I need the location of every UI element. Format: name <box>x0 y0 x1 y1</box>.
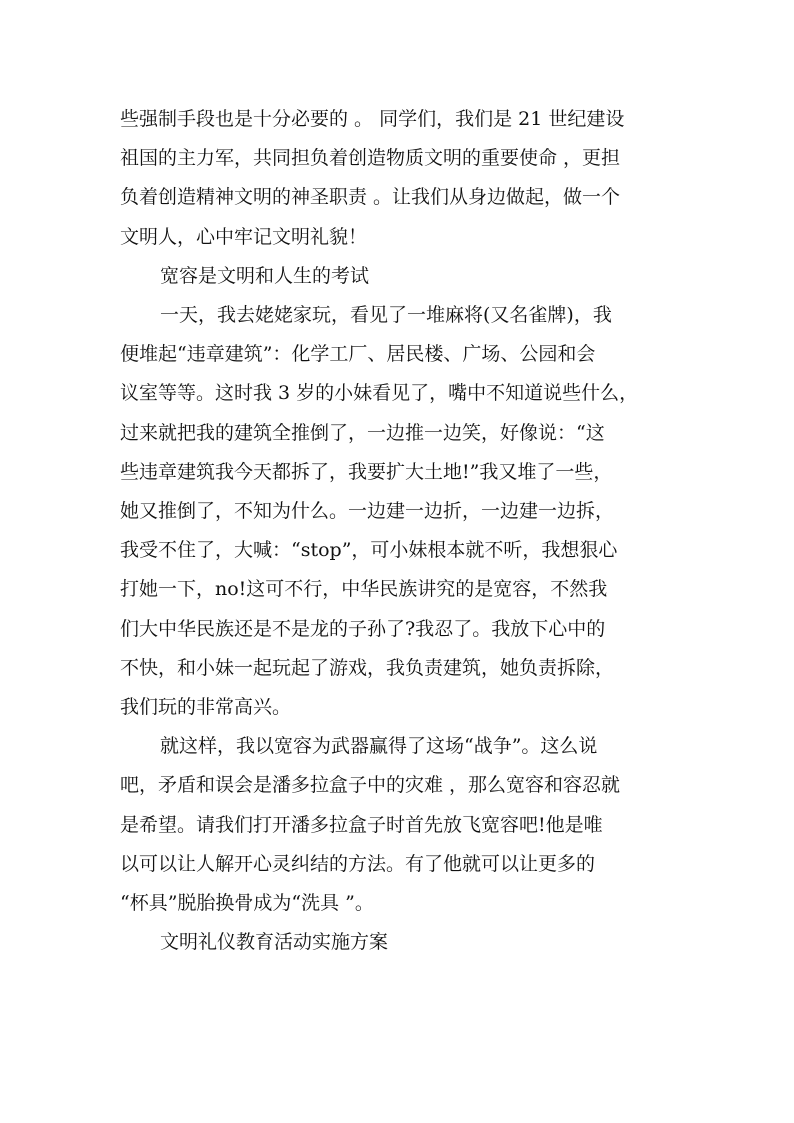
paragraph-mahjong-story <box>120 296 676 727</box>
text-line: 负着创造精神文明的神圣职责 。让我们从身边做起，做一个 <box>120 186 621 209</box>
text-line: “杯具”脱胎换骨成为“洗具 ”。 <box>120 892 374 915</box>
text-line: 我受不住了，大喊：“stop”，可小妹根本就不听，我想狠心 <box>120 539 618 562</box>
heading-line: 宽容是文明和人生的考试 <box>160 264 370 287</box>
section-heading-tolerance <box>120 257 676 296</box>
text-line: 吧，矛盾和误会是潘多拉盒子中的灾难 ，那么宽容和容忍就 <box>120 774 621 797</box>
text-line: 议室等等。这时我 3 岁的小妹看见了，嘴中不知道说些什么， <box>120 382 639 405</box>
section-heading-etiquette-plan <box>120 923 676 962</box>
text-line: 一天，我去姥姥家玩，看见了一堆麻将(又名雀牌)，我 <box>160 304 612 327</box>
paragraph-closing-appeal <box>120 100 676 257</box>
text-line: 文明人，心中牢记文明礼貌！ <box>120 225 368 248</box>
text-line: 以可以让人解开心灵纠结的方法。有了他就可以让更多的 <box>120 852 596 875</box>
text-line: 打她一下，no!这可不行，中华民族讲究的是宽容，不然我 <box>120 578 608 601</box>
text-line: 她又推倒了，不知为什么。一边建一边折，一边建一边拆， <box>120 500 615 523</box>
text-line: 我们玩的非常高兴。 <box>120 696 292 719</box>
text-line: 些强制手段也是十分必要的 。 同学们，我们是 21 世纪建设 <box>120 108 625 130</box>
heading-line: 文明礼仪教育活动实施方案 <box>160 931 389 954</box>
document-body <box>120 100 676 962</box>
text-line: 祖国的主力军，共同担负着创造物质文明的重要使命 ，更担 <box>120 147 621 170</box>
text-line: 们大中华民族还是不是龙的子孙了?我忍了。我放下心中的 <box>120 617 606 640</box>
text-line: 些违章建筑我今天都拆了，我要扩大土地!”我又堆了一些， <box>120 460 613 483</box>
text-line: 就这样，我以宽容为武器赢得了这场“战争”。这么说 <box>160 735 598 758</box>
paragraph-conclusion <box>120 727 676 923</box>
text-line: 不快，和小妹一起玩起了游戏，我负责建筑，她负责拆除， <box>120 656 615 679</box>
text-line: 过来就把我的建筑全推倒了，一边推一边笑，好像说：“这 <box>120 421 605 444</box>
text-line: 便堆起“违章建筑”：化学工厂、居民楼、广场、公园和会 <box>120 343 596 366</box>
text-line: 是希望。请我们打开潘多拉盒子时首先放飞宽容吧!他是唯 <box>120 813 603 836</box>
